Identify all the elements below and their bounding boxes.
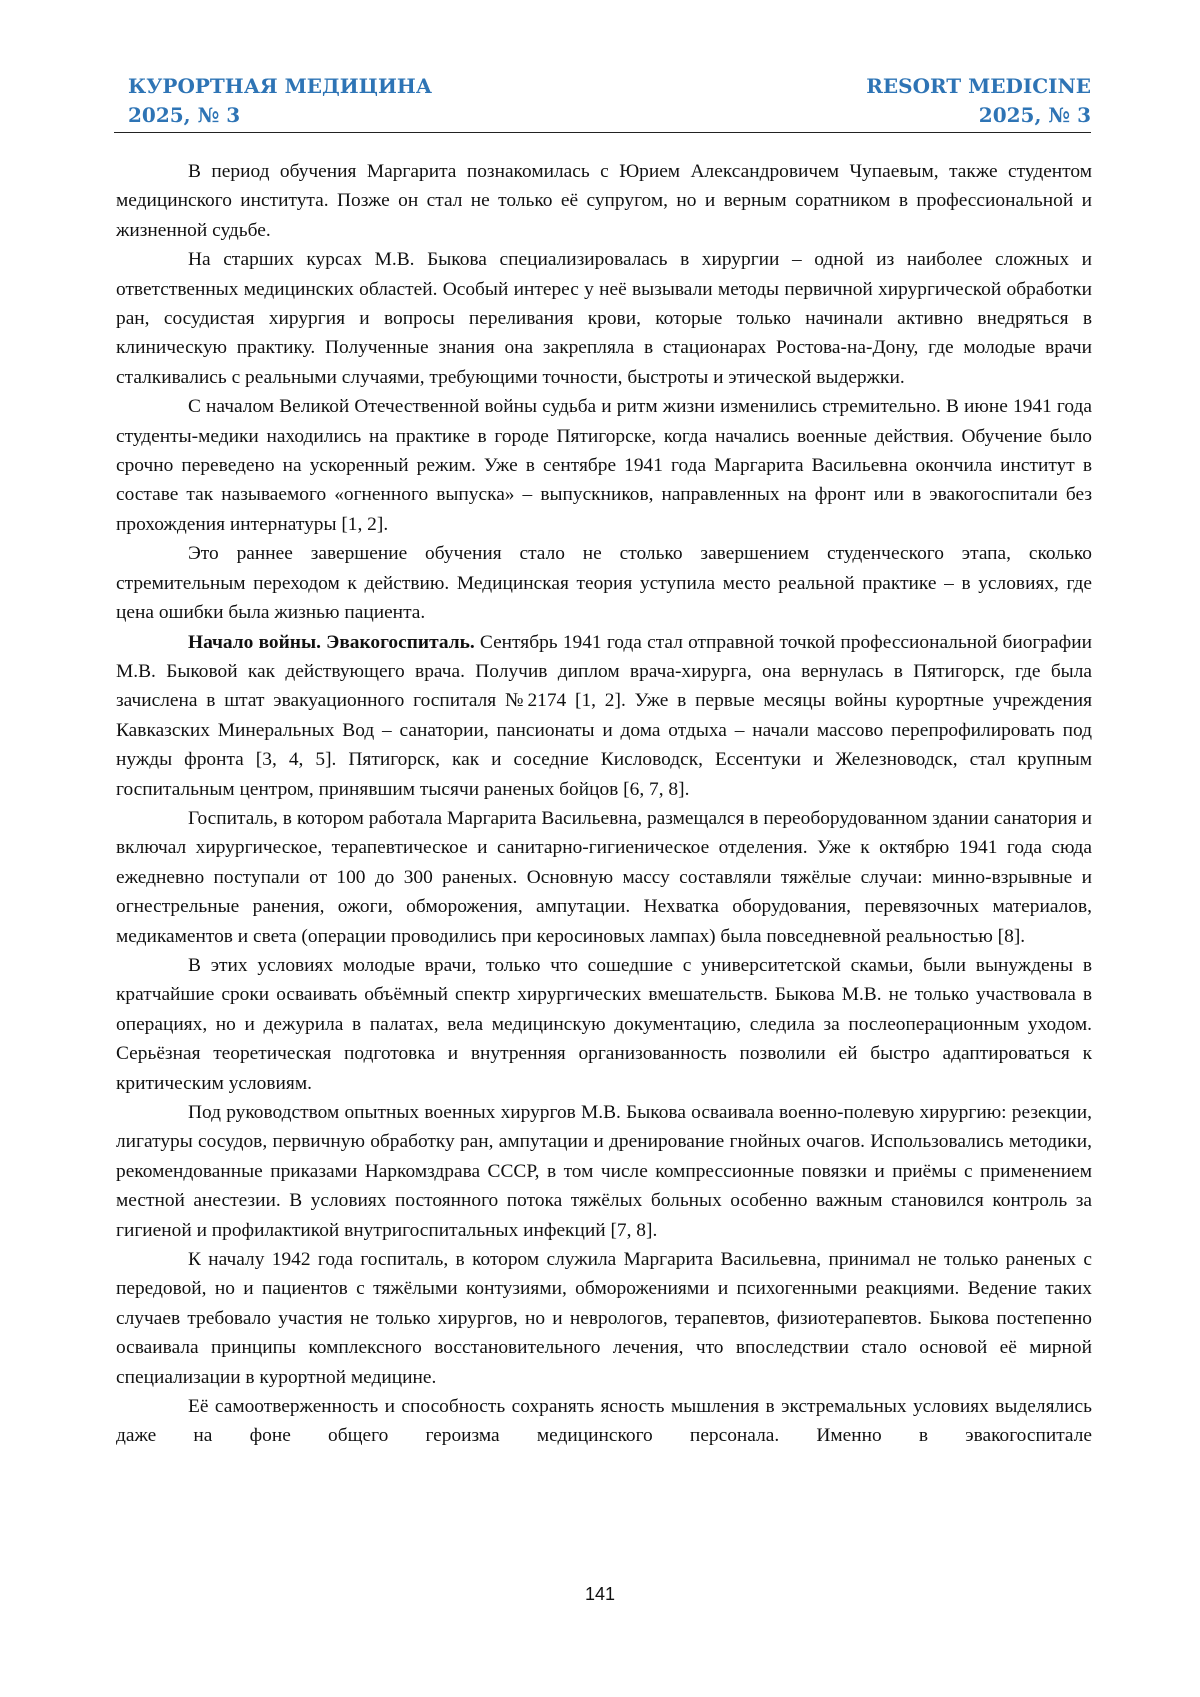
- paragraph: С началом Великой Отечественной войны судьба и ритм жизни изменились стремительно. В июне 1941 года студенты-медики находились на практике в городе Пятигорске, когда начались военные действия. Обучение было срочно переведено на ускоренный режим. Уже в сентябре 1941 года Маргарита Васильевна окончила институт в составе так называемого «огненного выпуска» – выпускников, направленных на фронт или в эвакогоспитали без прохождения интернатуры [1, 2].: [116, 392, 1092, 539]
- paragraph: Под руководством опытных военных хирургов М.В. Быкова осваивала военно-полевую хирургию: резекции, лигатуры сосудов, первичную обработку ран, ампутации и дренирование гнойных очагов. Использовались методики, рекомендованные приказами Наркомздрава СССР, в том числе компрессионные повязки и приёмы с применением местной анестезии. В условиях постоянного потока тяжёлых больных особенно важным становился контроль за гигиеной и профилактикой внутригоспитальных инфекций [7, 8].: [116, 1098, 1092, 1245]
- paragraph: В этих условиях молодые врачи, только что сошедшие с университетской скамьи, были вынуждены в кратчайшие сроки осваивать объёмный спектр хирургических вмешательств. Быкова М.В. не только участвовала в операциях, но и дежурила в палатах, вела медицинскую документацию, следила за послеоперационным уходом. Серьёзная теоретическая подготовка и внутренняя организованность позволили ей быстро адаптироваться к критическим условиям.: [116, 951, 1092, 1098]
- section-paragraph: [116, 628, 1092, 804]
- paragraph: Её самоотверженность и способность сохранять ясность мышления в экстремальных условиях выделялись даже на фоне общего героизма медицинского персонала. Именно в эвакогоспитале: [116, 1392, 1092, 1451]
- section-heading: Начало войны. Эвакогоспиталь.: [188, 632, 475, 653]
- paragraph: К началу 1942 года госпиталь, в котором служила Маргарита Васильевна, принимал не только раненых с передовой, но и пациентов с тяжёлыми контузиями, обморожениями и психогенными реакциями. Ведение таких случаев требовало участия не только хирургов, но и неврологов, терапевтов, физиотерапевтов. Быкова постепенно осваивала принципы комплексного восстановительного лечения, что впоследствии стало основой её мирной специализации в курортной медицине.: [116, 1245, 1092, 1392]
- issue-label-ru: 2025, № 3: [128, 101, 240, 129]
- page-number: 141: [0, 1582, 1200, 1606]
- journal-page: [0, 0, 1200, 1697]
- article-body: [116, 157, 1092, 1451]
- issue-label-en: 2025, № 3: [979, 101, 1091, 129]
- paragraph: На старших курсах М.В. Быкова специализировалась в хирургии – одной из наиболее сложных и ответственных медицинских областей. Особый интерес у неё вызывали методы первичной хирургической обработки ран, сосудистая хирургия и вопросы переливания крови, которые только начинали активно внедряться в клиническую практику. Полученные знания она закрепляла в стационарах Ростова-на-Дону, где молодые врачи сталкивались с реальными случаями, требующими точности, быстроты и этической выдержки.: [116, 245, 1092, 392]
- paragraph: Госпиталь, в котором работала Маргарита Васильевна, размещался в переоборудованном здании санатория и включал хирургическое, терапевтическое и санитарно-гигиеническое отделения. Уже к октябрю 1941 года сюда ежедневно поступали от 100 до 300 раненых. Основную массу составляли тяжёлые случаи: минно-взрывные и огнестрельные ранения, ожоги, обморожения, ампутации. Нехватка оборудования, перевязочных материалов, медикаментов и света (операции проводились при керосиновых лампах) была повседневной реальностью [8].: [116, 804, 1092, 951]
- running-header: [114, 70, 1091, 133]
- section-text: Сентябрь 1941 года стал отправной точкой профессиональной биографии М.В. Быковой как действующего врача. Получив диплом врача-хирурга, она вернулась в Пятигорск, где была зачислена в штат эвакуационного госпиталя №2174 [1, 2]. Уже в первые месяцы войны курортные учреждения Кавказских Минеральных Вод – санатории, пансионаты и дома отдыха – начали массово перепрофилировать под нужды фронта [3, 4, 5]. Пятигорск, как и соседние Кисловодск, Ессентуки и Железноводск, стал крупным госпитальным центром, принявшим тысячи раненых бойцов [6, 7, 8].: [116, 632, 1092, 800]
- journal-title-en: RESORT MEDICINE: [866, 72, 1091, 100]
- paragraph: Это раннее завершение обучения стало не столько завершением студенческого этапа, сколько стремительным переходом к действию. Медицинская теория уступила место реальной практике – в условиях, где цена ошибки была жизнью пациента.: [116, 539, 1092, 627]
- journal-title-ru: КУРОРТНАЯ МЕДИЦИНА: [128, 72, 432, 100]
- paragraph: В период обучения Маргарита познакомилась с Юрием Александровичем Чупаевым, также студентом медицинского института. Позже он стал не только её супругом, но и верным соратником в профессиональной и жизненной судьбе.: [116, 157, 1092, 245]
